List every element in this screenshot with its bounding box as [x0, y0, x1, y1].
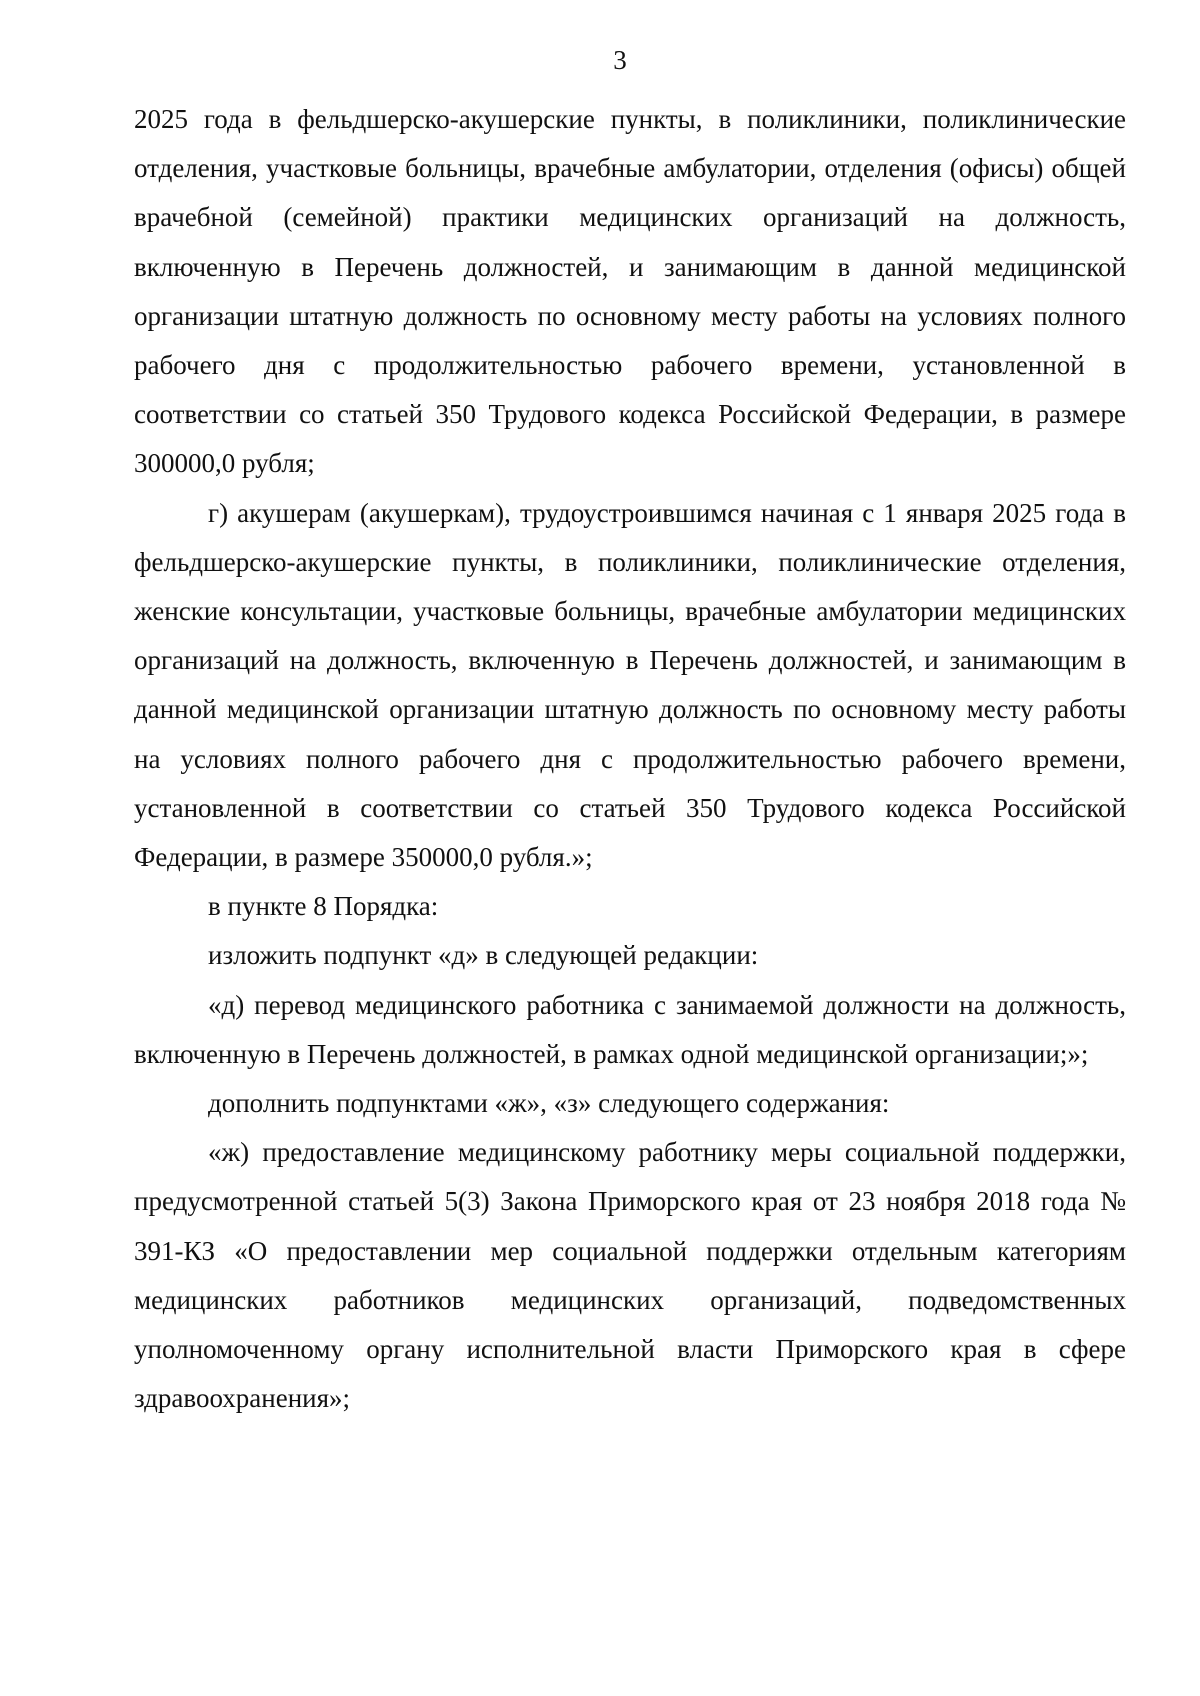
- paragraph-add-subitems: дополнить подпунктами «ж», «з» следующего содержания:: [208, 1088, 890, 1119]
- document-body: [134, 95, 1126, 1423]
- paragraph-point-8: в пункте 8 Порядка:: [208, 891, 439, 922]
- paragraph-subitem-zh: «ж) предоставление медицинскому работнику меры социальной поддержки, предусмотренной статьей 5(3) Закона Приморского края от 23 ноября 2018 года № 391-КЗ «О предоставлении мер социальной поддержки отдельным категориям медицинских работников медицинских организаций, подведомственных уполномоченному органу исполнительной власти Приморского края в сфере здравоохранения»;: [134, 1137, 1126, 1414]
- page-number: 3: [613, 45, 627, 75]
- paragraph-subitem-d: «д) перевод медицинского работника с занимаемой должности на должность, включенную в Перечень должностей, в рамках одной медицинской организации;»;: [134, 989, 1126, 1069]
- paragraph-continuation: 2025 года в фельдшерско-акушерские пункты, в поликлиники, поликлинические отделения, участковые больницы, врачебные амбулатории, отделения (офисы) общей врачебной (семейной) практики медицинских организаций на должность, включенную в Перечень должностей, и занимающим в данной медицинской организации штатную должность по основному месту работы на условиях полного рабочего дня с продолжительностью рабочего времени, установленной в соответствии со статьей 350 Трудового кодекса Российской Федерации, в размере 300000,0 рубля;: [134, 104, 1126, 479]
- paragraph-subitem-g: г) акушерам (акушеркам), трудоустроившимся начиная с 1 января 2025 года в фельдшерско-акушерские пункты, в поликлиники, поликлинические отделения, женские консультации, участковые больницы, врачебные амбулатории медицинских организаций на должность, включенную в Перечень должностей, и занимающим в данной медицинской организации штатную должность по основному месту работы на условиях полного рабочего дня с продолжительностью рабочего времени, установленной в соответствии со статьей 350 Трудового кодекса Российской Федерации, в размере 350000,0 рубля.»;: [134, 497, 1126, 873]
- paragraph-amend-d: изложить подпункт «д» в следующей редакции:: [208, 940, 759, 971]
